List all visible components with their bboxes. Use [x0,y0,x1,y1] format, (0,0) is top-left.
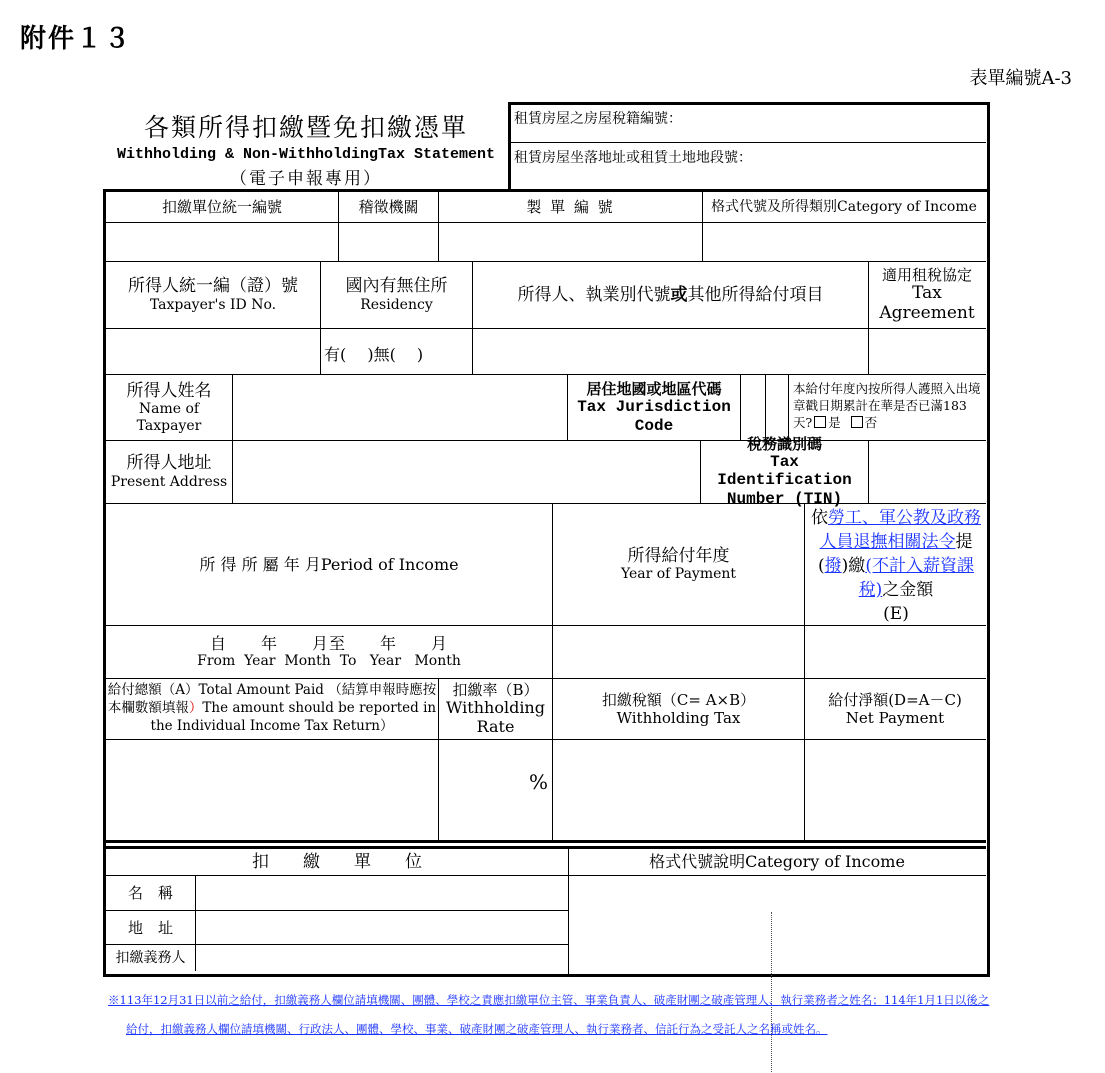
no-checkbox[interactable] [851,416,863,428]
footnote[interactable]: ※113年12月31日以前之給付，扣繳義務人欄位請填機關、團體、學校之責應扣繳單位主管、事業負責人、破產財團之破產管理人、執行業務者之姓名；114年1月1日以後之給付，扣繳義務人欄位請填機關、行政法人、團體、學校、事業、破產財團之破產管理人、執行業務者、信託行為之受託人之名稱或姓名。 [108,993,990,1036]
withholding-unit-header: 扣 繳 單 位 [252,851,422,872]
retirement-law-link[interactable]: 勞工、軍公教及政務人員退撫相關法令 [819,508,981,552]
unit-address-label: 地 址 [127,918,173,937]
title-sub: （電子申報專用） [230,169,382,189]
house-address: 租賃房屋坐落地址或租賃土地地段號： [514,150,752,166]
retirement-amount-label: 依勞工、軍公教及政務人員退撫相關法令提(撥)繳(不計入薪資課稅)之金額 (E) [811,508,981,624]
form-number: 表單編號A-3 [969,68,1072,89]
withholding-agent-label: 扣繳義務人 [115,950,186,967]
title-zh: 各類所得扣繳暨免扣繳憑單 [143,113,468,142]
house-tax-no: 租賃房屋之房屋稅籍編號： [514,111,682,127]
taxpayer-name-label: 所得人姓名 Name of Taxpayer [126,381,212,435]
year-of-payment-label: 所得給付年度 Year of Payment [620,545,737,583]
unit-name-label: 名 稱 [127,884,173,902]
total-amount-paid-label: 給付總額（A）Total Amount Paid （結算申報時應按本欄數額填報）The amount should be reported in the Individual Income Tax Return） [107,682,437,734]
yes-checkbox[interactable] [814,416,826,428]
header-serial: 製 單 編 號 [526,198,615,216]
form-title [105,108,507,189]
taxpayer-id-label: 所得人統一編（證）號 Taxpayer's ID No. [128,276,298,313]
present-address-label: 所得人地址 Present Address [110,453,228,490]
allocate-link[interactable]: 撥 [824,556,842,576]
category-explanation-header: 格式代號說明Category of Income [649,852,905,872]
period-of-income-label: 所 得 所 屬 年 月Period of Income [199,554,459,574]
tax-treaty-label: 適用租稅協定 Tax Agreement [879,265,975,323]
residency-label: 國內有無住所 Residency [345,276,448,313]
header-category: 格式代號及所得類別Category of Income [711,198,977,215]
not-taxed-link[interactable]: (不計入薪資課稅) [858,556,974,600]
period-range-label: 自 年 月至 年 月 From Year Month To Year Month [197,634,461,670]
attachment-label: 附件１３ [20,24,133,54]
withholding-tax-label: 扣繳稅額（C= A×B） Withholding Tax [601,691,756,727]
header-unit-id: 扣繳單位統一編號 [161,198,282,216]
tax-jurisdiction-label: 居住地國或地區代碼 Tax Jurisdiction Code [577,379,731,435]
tin-label: 稅務識別碼 Tax Identification Number (TIN) [717,434,852,508]
days-183-note: 本給付年度內按所得人護照入出境章戳日期累計在華是否已滿183天? 是 否 [793,381,981,430]
residency-value[interactable]: 有( )無( ) [324,345,424,364]
header-agency: 稽徵機關 [358,198,419,216]
net-payment-label: 給付淨額(D=A－C) Net Payment [828,691,962,727]
title-en: Withholding & Non-WithholdingTax Statement [116,146,496,163]
withholding-rate-label: 扣繳率（B） Withholding Rate [446,680,545,736]
income-code-label: 所得人、執業別代號或其他所得給付項目 [517,285,824,305]
percent-sign: % [529,770,549,794]
